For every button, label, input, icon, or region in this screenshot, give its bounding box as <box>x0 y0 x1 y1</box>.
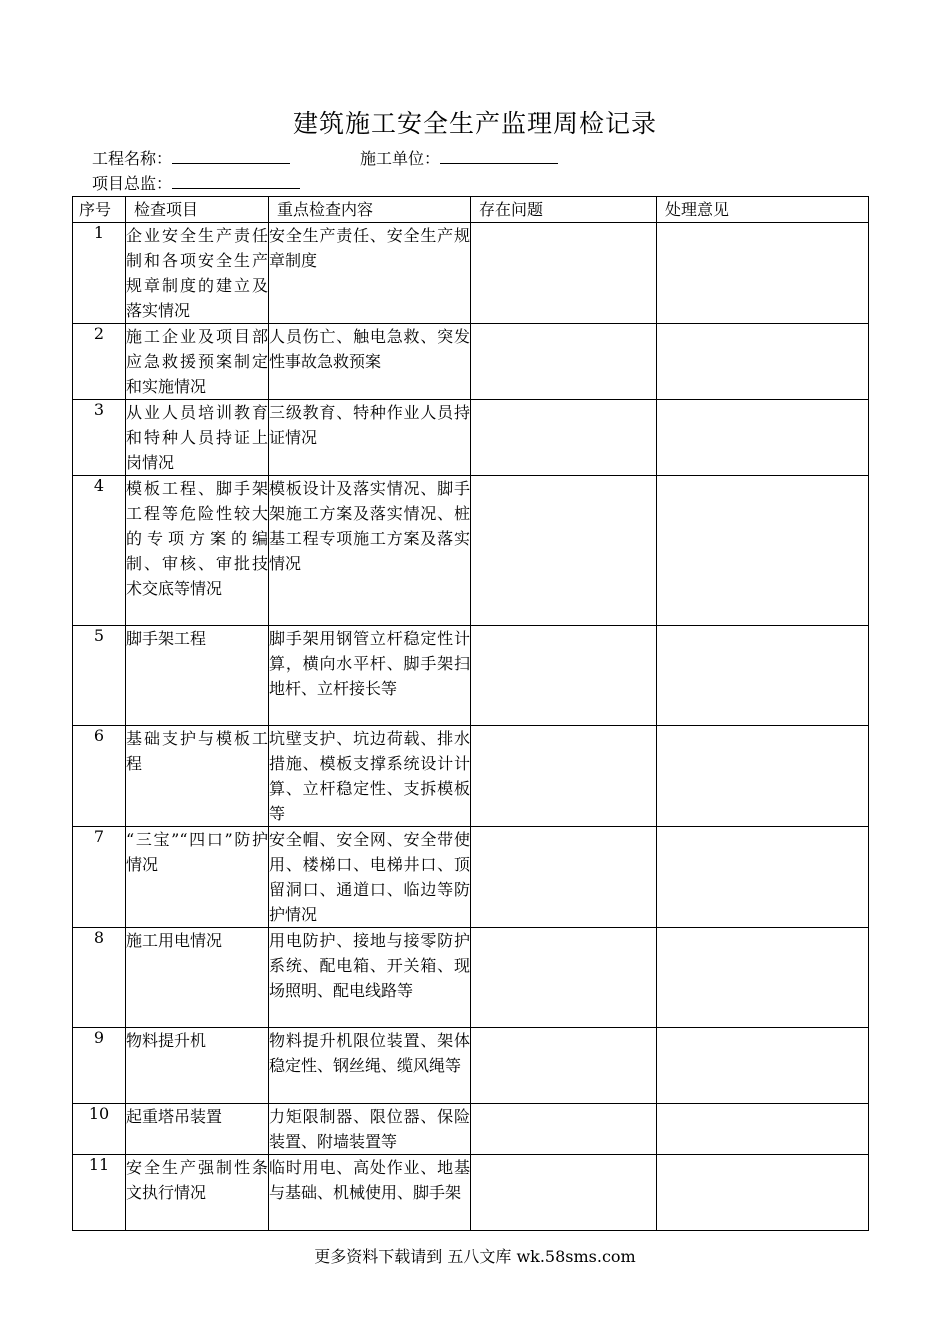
check-item: 企业安全生产责任制和各项安全生产规章制度的建立及落实情况 <box>126 223 269 324</box>
table-row <box>73 1104 869 1155</box>
footer-note: 更多资料下载请到 五八文库 wk.58sms.com <box>314 1247 636 1266</box>
problem-cell[interactable] <box>471 1028 657 1104</box>
check-item: 物料提升机 <box>126 1028 269 1104</box>
check-content: 用电防护、接地与接零防护系统、配电箱、开关箱、现场照明、配电线路等 <box>269 928 471 1028</box>
table-row <box>73 1028 869 1104</box>
check-item: “三宝”“四口”防护情况 <box>126 827 269 928</box>
page-title: 建筑施工安全生产监理周检记录 <box>292 109 657 138</box>
row-number: 6 <box>73 726 126 827</box>
table-row <box>73 223 869 324</box>
problem-cell[interactable] <box>471 928 657 1028</box>
check-item: 安全生产强制性条文执行情况 <box>126 1155 269 1231</box>
opinion-cell[interactable] <box>657 1104 869 1155</box>
row-number: 4 <box>73 476 126 626</box>
row-number: 9 <box>73 1028 126 1104</box>
check-content: 临时用电、高处作业、地基与基础、机械使用、脚手架 <box>269 1155 471 1231</box>
check-item: 起重塔吊装置 <box>126 1104 269 1155</box>
chief-supervisor-label: 项目总监： <box>92 174 173 193</box>
row-number: 3 <box>73 400 126 476</box>
check-item: 基础支护与模板工程 <box>126 726 269 827</box>
table-row <box>73 324 869 400</box>
opinion-cell[interactable] <box>657 827 869 928</box>
check-item: 从业人员培训教育和特种人员持证上岗情况 <box>126 400 269 476</box>
chief-supervisor-blank <box>172 174 300 189</box>
row-number: 11 <box>73 1155 126 1231</box>
project-name-blank <box>172 149 290 164</box>
check-item: 模板工程、脚手架工程等危险性较大的专项方案的编制、审核、审批技术交底等情况 <box>126 476 269 626</box>
row-number: 2 <box>73 324 126 400</box>
problem-cell[interactable] <box>471 726 657 827</box>
check-content: 力矩限制器、限位器、保险装置、附墙装置等 <box>269 1104 471 1155</box>
construction-unit-field <box>360 149 558 169</box>
check-content: 人员伤亡、触电急救、突发性事故急救预案 <box>269 324 471 400</box>
problem-cell[interactable] <box>471 1155 657 1231</box>
opinion-cell[interactable] <box>657 928 869 1028</box>
construction-unit-label: 施工单位： <box>360 149 441 168</box>
row-number: 7 <box>73 827 126 928</box>
row-number: 1 <box>73 223 126 324</box>
problem-cell[interactable] <box>471 324 657 400</box>
row-number: 5 <box>73 626 126 726</box>
table-row <box>73 626 869 726</box>
row-number: 10 <box>73 1104 126 1155</box>
table-row <box>73 400 869 476</box>
check-content: 三级教育、特种作业人员持证情况 <box>269 400 471 476</box>
problem-cell[interactable] <box>471 476 657 626</box>
check-content: 安全帽、安全网、安全带使用、楼梯口、电梯井口、顶留洞口、通道口、临边等防护情况 <box>269 827 471 928</box>
chief-supervisor-field <box>92 174 300 194</box>
opinion-cell[interactable] <box>657 1155 869 1231</box>
opinion-cell[interactable] <box>657 1028 869 1104</box>
table-row <box>73 827 869 928</box>
check-item: 施工用电情况 <box>126 928 269 1028</box>
project-name-label: 工程名称： <box>92 149 173 168</box>
opinion-cell[interactable] <box>657 726 869 827</box>
table-row <box>73 726 869 827</box>
header-number: 序号 <box>73 197 126 223</box>
header-opinion: 处理意见 <box>657 197 869 223</box>
table-row <box>73 1155 869 1231</box>
table-row <box>73 928 869 1028</box>
problem-cell[interactable] <box>471 827 657 928</box>
table-header-row <box>73 197 869 223</box>
project-name-field <box>92 149 290 169</box>
check-content: 坑壁支护、坑边荷载、排水措施、模板支撑系统设计计算、立杆稳定性、支拆模板等 <box>269 726 471 827</box>
opinion-cell[interactable] <box>657 324 869 400</box>
check-content: 脚手架用钢管立杆稳定性计算，横向水平杆、脚手架扫地杆、立杆接长等 <box>269 626 471 726</box>
problem-cell[interactable] <box>471 1104 657 1155</box>
problem-cell[interactable] <box>471 400 657 476</box>
header-content: 重点检查内容 <box>269 197 471 223</box>
opinion-cell[interactable] <box>657 626 869 726</box>
problem-cell[interactable] <box>471 626 657 726</box>
problem-cell[interactable] <box>471 223 657 324</box>
check-item: 施工企业及项目部应急救援预案制定和实施情况 <box>126 324 269 400</box>
opinion-cell[interactable] <box>657 476 869 626</box>
opinion-cell[interactable] <box>657 223 869 324</box>
check-item: 脚手架工程 <box>126 626 269 726</box>
table-row <box>73 476 869 626</box>
check-content: 安全生产责任、安全生产规章制度 <box>269 223 471 324</box>
inspection-table <box>72 196 869 1231</box>
row-number: 8 <box>73 928 126 1028</box>
check-content: 物料提升机限位装置、架体稳定性、钢丝绳、缆风绳等 <box>269 1028 471 1104</box>
construction-unit-blank <box>440 149 558 164</box>
opinion-cell[interactable] <box>657 400 869 476</box>
check-content: 模板设计及落实情况、脚手架施工方案及落实情况、桩基工程专项施工方案及落实情况 <box>269 476 471 626</box>
header-problem: 存在问题 <box>471 197 657 223</box>
header-item: 检查项目 <box>126 197 269 223</box>
